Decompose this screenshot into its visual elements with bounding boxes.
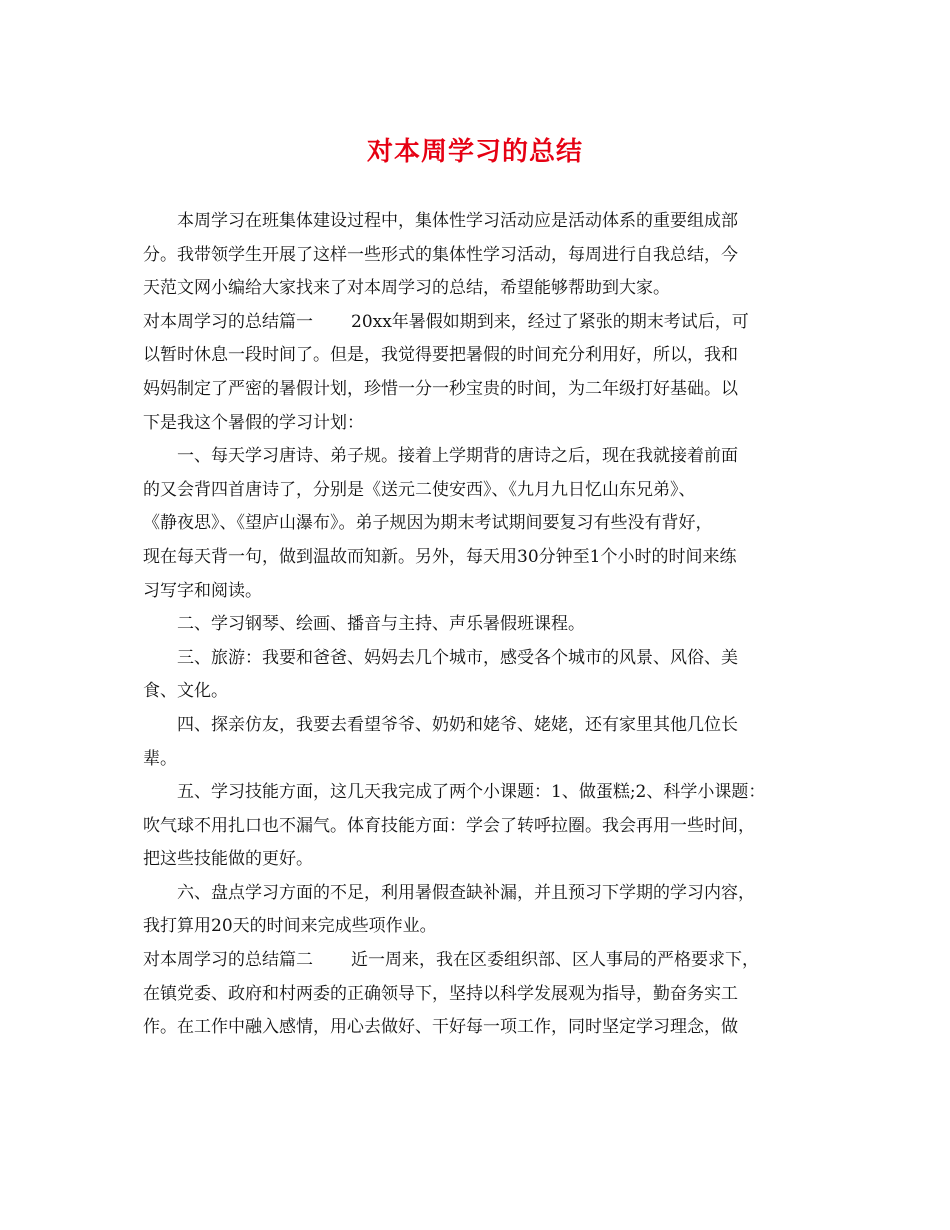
paragraph-line [143,541,813,575]
paragraph-line [143,675,813,709]
line-text: 在镇党委、政府和村两委的正确领导下，坚持以科学发展观为指导，勤奋务实工 [143,983,738,1004]
paragraph-line [143,339,813,373]
line-text: 以暂时休息一段时间了。但是，我觉得要把暑假的时间充分利用好，所以，我和 [143,345,738,366]
paragraph-line [143,743,813,777]
line-text: 四、探亲仿友，我要去看望爷爷、奶奶和姥爷、姥姥，还有家里其他几位长 [177,714,738,735]
section-heading: 对本周学习的总结篇一 [143,311,313,332]
line-text: 习写字和阅读。 [143,580,262,601]
paragraph-line [143,843,813,877]
paragraph-line [143,272,813,306]
paragraph-line [143,205,813,239]
line-text: 一、每天学习唐诗、弟子规。接着上学期背的唐诗之后，现在我就接着前面 [177,446,738,467]
line-text: 现在每天背一句，做到温故而知新。另外，每天用30分钟至1个小时的时间来练 [143,546,737,567]
paragraph-line [143,877,813,911]
paragraph-line [143,1011,813,1045]
paragraph-line [143,810,813,844]
line-text: 本周学习在班集体建设过程中，集体性学习活动应是活动体系的重要组成部 [177,211,738,231]
paragraph-line [143,239,813,273]
section-heading-line [143,306,813,340]
document-body [143,205,813,1045]
document-title: 对本周学习的总结 [366,137,583,167]
line-text: 五、学习技能方面，这几天我完成了两个小课题：1、做蛋糕;2、科学小课题： [177,782,766,803]
paragraph-line [143,440,813,474]
line-text: 吹气球不用扎口也不漏气。体育技能方面：学会了转呼拉圈。我会再用一些时间， [143,815,755,836]
line-text: 妈妈制定了严密的暑假计划，珍惜一分一秒宝贵的时间，为二年级打好基础。以 [143,378,738,399]
line-text: 二、学习钢琴、绘画、播音与主持、声乐暑假班课程。 [177,614,585,635]
paragraph-line [143,407,813,441]
paragraph-line [143,608,813,642]
section-heading: 对本周学习的总结篇二 [143,950,313,971]
line-text: 作。在工作中融入感情，用心去做好、干好每一项工作，同时坚定学习理念，做 [143,1017,738,1038]
paragraph-line [143,507,813,541]
line-text: 20xx年暑假如期到来，经过了紧张的期末考试后，可 [351,311,749,332]
paragraph-line [143,575,813,609]
paragraph-line [143,978,813,1012]
line-text: 《静夜思》、《望庐山瀑布》。弟子规因为期末考试期间要复习有些没有背好， [143,513,713,534]
paragraph-line [143,474,813,508]
line-text: 分。我带领学生开展了这样一些形式的集体性学习活动，每周进行自我总结，今 [143,244,738,265]
line-text: 天范文网小编给大家找来了对本周学习的总结，希望能够帮助到大家。 [143,278,670,299]
paragraph-line [143,642,813,676]
line-text: 下是我这个暑假的学习计划： [143,412,364,433]
section-heading-line [143,944,813,978]
line-text: 的又会背四首唐诗了，分别是《送元二使安西》、《九月九日忆山东兄弟》、 [143,479,696,500]
line-text: 三、旅游：我要和爸爸、妈妈去几个城市，感受各个城市的风景、风俗、美 [177,647,738,668]
paragraph-line [143,709,813,743]
line-text: 近一周来，我在区委组织部、区人事局的严格要求下， [351,950,759,971]
paragraph-line [143,910,813,944]
line-text: 把这些技能做的更好。 [143,849,313,870]
line-text: 我打算用20天的时间来完成些项作业。 [143,916,437,937]
line-text: 辈。 [143,748,177,769]
paragraph-line [143,373,813,407]
line-text: 食、文化。 [143,681,228,702]
line-text: 六、盘点学习方面的不足，利用暑假查缺补漏，并且预习下学期的学习内容， [177,882,755,903]
paragraph-line [143,776,813,810]
